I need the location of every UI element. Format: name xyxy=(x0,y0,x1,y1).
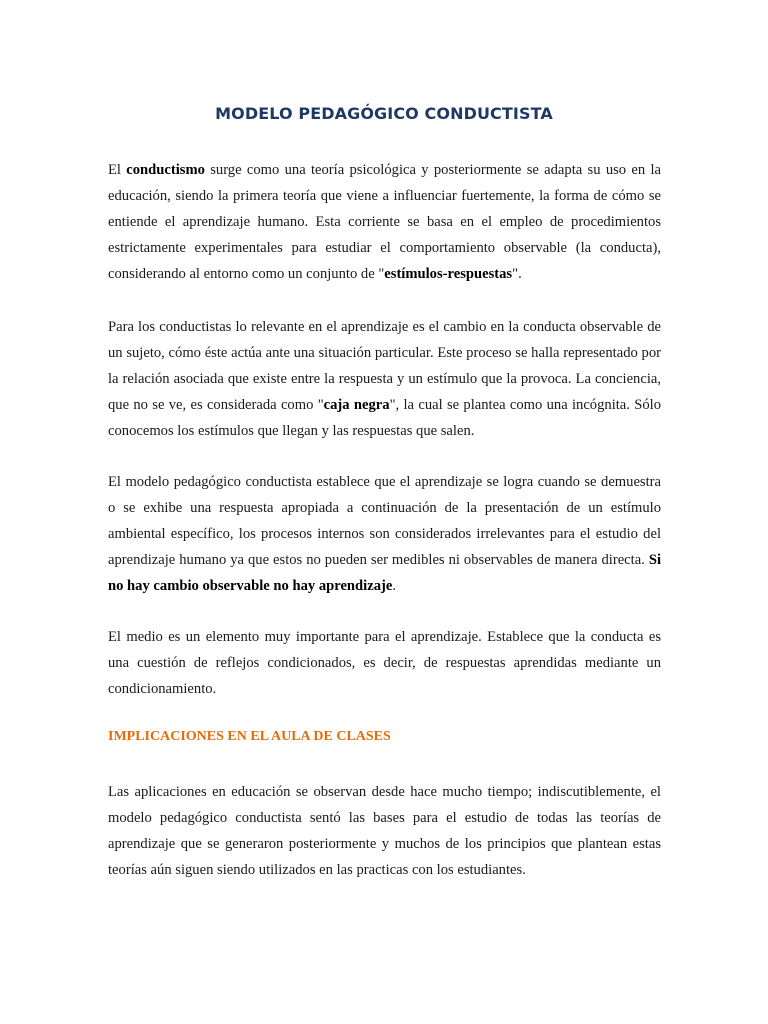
paragraph-conductismo-intro xyxy=(108,157,661,287)
document-title: MODELO PEDAGÓGICO CONDUCTISTA xyxy=(215,104,553,123)
paragraph-caja-negra xyxy=(108,314,661,444)
text-run: Las aplicaciones en educación se observan desde hace mucho tiempo; indiscutiblemente, el modelo pedagógico conductista sentó las bases para el estudio de todas las teorías de aprendizaje que se generaron posteriormente y muchos de los principios que plantean estas teorías aún siguen siendo utilizados en las practicas con los estudiantes. xyxy=(108,784,661,878)
section-heading-implicaciones: IMPLICACIONES EN EL AULA DE CLASES xyxy=(108,729,391,744)
text-run: . xyxy=(392,578,396,594)
text-run: Para los conductistas lo relevante en el aprendizaje es el cambio en la conducta observable de un sujeto, cómo éste actúa ante una situación particular. Este proceso se halla representado por la relación asociada que existe entre la respuesta y un estímulo que la provoca. La conciencia, que no se ve, es considerada como " xyxy=(108,319,661,413)
paragraph-modelo-pedagogico xyxy=(108,469,661,599)
text-run: ". xyxy=(512,266,522,282)
text-run: El xyxy=(108,162,127,178)
text-run: El medio es un elemento muy importante para el aprendizaje. Establece que la conducta es una cuestión de reflejos condicionados, es decir, de respuestas aprendidas mediante un condicionamiento. xyxy=(108,629,661,697)
text-run: ", la cual se plantea como una incógnita. Sólo conocemos los estímulos que llegan y las respuestas que salen. xyxy=(108,397,662,439)
paragraph-el-medio xyxy=(108,624,661,702)
bold-term-estimulos-respuestas: estímulos-respuestas xyxy=(384,266,513,282)
text-run: surge como una teoría psicológica y posteriormente se adapta su uso en la educación, siendo la primera teoría que viene a influenciar fuertemente, la forma de cómo se entiende el aprendizaje humano. Esta corriente se basa en el empleo de procedimientos estrictamente experimentales para estudiar el comportamiento observable (la conducta), considerando al entorno como un conjunto de " xyxy=(108,162,662,282)
bold-statement-no-aprendizaje: Si no hay cambio observable no hay aprendizaje xyxy=(108,552,661,594)
paragraph-aplicaciones xyxy=(108,779,661,883)
bold-term-caja-negra: caja negra xyxy=(323,397,390,413)
text-run: El modelo pedagógico conductista establece que el aprendizaje se logra cuando se demuestra o se exhibe una respuesta apropiada a continuación de la presentación de un estímulo ambiental específico, los procesos internos son considerados irrelevantes para el estudio del aprendizaje humano ya que estos no pueden ser medibles ni observables de manera directa. xyxy=(108,474,661,568)
bold-term-conductismo: conductismo xyxy=(126,162,205,178)
